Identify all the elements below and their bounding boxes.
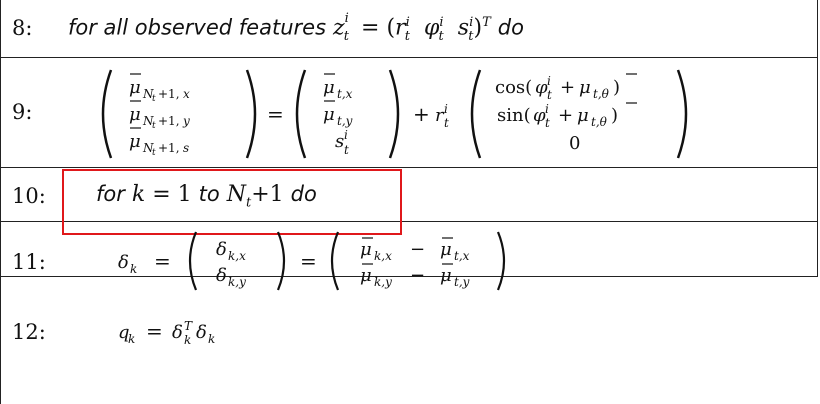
svg-text:μ: μ bbox=[360, 239, 372, 260]
svg-text:k,x: k,x bbox=[228, 249, 246, 263]
svg-text:μ: μ bbox=[577, 105, 589, 126]
svg-text:N: N bbox=[143, 114, 154, 128]
svg-text:δ: δ bbox=[216, 265, 227, 286]
line-10-keyword-do: do bbox=[290, 182, 317, 206]
svg-text:=: = bbox=[154, 249, 171, 273]
svg-text:+1,: +1, bbox=[158, 87, 180, 101]
paren-left-2 bbox=[297, 70, 305, 158]
svg-text:t,y: t,y bbox=[337, 114, 353, 128]
svg-text:δ: δ bbox=[216, 239, 227, 260]
left-border bbox=[0, 0, 1, 404]
line-number-10: 10: bbox=[12, 184, 46, 208]
svg-text:t,θ: t,θ bbox=[591, 115, 607, 129]
svg-text:φ: φ bbox=[533, 105, 546, 126]
svg-text:i: i bbox=[344, 128, 348, 142]
svg-text:sin(: sin( bbox=[497, 105, 531, 126]
svg-text:s: s bbox=[335, 131, 345, 152]
svg-text:+: + bbox=[413, 102, 430, 126]
svg-text:−: − bbox=[410, 239, 426, 260]
svg-text:k: k bbox=[130, 262, 138, 276]
paren-left-3 bbox=[472, 70, 480, 158]
svg-text:μ: μ bbox=[360, 265, 372, 286]
svg-text:δ: δ bbox=[118, 252, 129, 273]
svg-text:μ: μ bbox=[129, 77, 141, 98]
line-12-equation bbox=[118, 310, 278, 350]
line-number-12: 12: bbox=[12, 320, 46, 344]
svg-text:μ: μ bbox=[323, 104, 335, 125]
svg-text:δ: δ bbox=[172, 322, 183, 343]
svg-text:i: i bbox=[547, 74, 551, 88]
line-9-equation bbox=[95, 64, 695, 164]
svg-text:0: 0 bbox=[569, 133, 581, 154]
paren-right-2 bbox=[390, 70, 398, 158]
svg-text:i: i bbox=[545, 102, 549, 116]
svg-text:+: + bbox=[560, 77, 576, 98]
svg-text:μ: μ bbox=[323, 77, 335, 98]
svg-text:=: = bbox=[146, 319, 163, 343]
svg-text:t: t bbox=[547, 88, 552, 102]
paren-left-1 bbox=[103, 70, 111, 158]
svg-text:N: N bbox=[143, 141, 154, 155]
line-number-9: 9: bbox=[12, 100, 33, 124]
svg-text:t,θ: t,θ bbox=[593, 87, 609, 101]
svg-text:t: t bbox=[152, 121, 156, 131]
svg-text:t,x: t,x bbox=[337, 87, 353, 101]
svg-text:T: T bbox=[184, 319, 193, 333]
svg-text:N: N bbox=[143, 87, 154, 101]
svg-text:q: q bbox=[118, 322, 130, 343]
svg-text:+1,: +1, bbox=[158, 141, 180, 155]
svg-text:k: k bbox=[184, 333, 192, 347]
line-number-8: 8: bbox=[12, 16, 33, 40]
svg-text:): ) bbox=[613, 77, 621, 98]
line-8: for all observed features $z^i_t = (r^i_t$ $\varphi^i_t$ $s^i_t)^T$ do bbox=[68, 11, 524, 44]
line-10-keyword-for: for bbox=[96, 182, 125, 206]
svg-text:μ: μ bbox=[129, 131, 141, 152]
svg-text:t,x: t,x bbox=[454, 249, 470, 263]
svg-text:t: t bbox=[152, 148, 156, 158]
svg-text:=: = bbox=[300, 249, 317, 273]
svg-text:k,y: k,y bbox=[374, 275, 392, 289]
line-number-11: 11: bbox=[12, 250, 46, 274]
svg-text:δ: δ bbox=[196, 322, 207, 343]
line-8-do: do bbox=[497, 15, 524, 40]
svg-text:k: k bbox=[128, 332, 136, 346]
line-10-keyword-to: to bbox=[198, 182, 220, 206]
line-11-equation bbox=[118, 228, 538, 294]
svg-text:k,y: k,y bbox=[228, 275, 246, 289]
svg-text:r: r bbox=[435, 105, 444, 126]
svg-text:cos(: cos( bbox=[495, 77, 533, 98]
svg-text:+: + bbox=[558, 105, 574, 126]
svg-text:φ: φ bbox=[535, 77, 548, 98]
line-8-keyword: for all observed features bbox=[68, 15, 327, 40]
svg-text:t: t bbox=[444, 116, 449, 130]
svg-text:μ: μ bbox=[129, 104, 141, 125]
svg-text:s: s bbox=[183, 141, 190, 155]
svg-text:μ: μ bbox=[440, 265, 452, 286]
svg-text:−: − bbox=[410, 265, 426, 286]
svg-text:k,x: k,x bbox=[374, 249, 392, 263]
svg-text:=: = bbox=[267, 102, 284, 126]
svg-text:t: t bbox=[545, 116, 550, 130]
svg-text:+1,: +1, bbox=[158, 114, 180, 128]
svg-text:t: t bbox=[152, 94, 156, 104]
svg-text:x: x bbox=[183, 87, 190, 101]
svg-text:μ: μ bbox=[579, 77, 591, 98]
svg-text:i: i bbox=[444, 102, 448, 116]
svg-text:μ: μ bbox=[440, 239, 452, 260]
row-divider-9 bbox=[0, 167, 818, 168]
paren-right-1 bbox=[247, 70, 255, 158]
svg-text:): ) bbox=[611, 105, 619, 126]
row-divider-8 bbox=[0, 57, 818, 58]
svg-text:y: y bbox=[183, 114, 190, 128]
right-border bbox=[817, 0, 818, 277]
line-10: for k = 1 to $N_t+1$ do bbox=[96, 182, 317, 211]
svg-text:t: t bbox=[344, 143, 349, 157]
svg-text:k: k bbox=[208, 332, 216, 346]
paren-right-3 bbox=[678, 70, 686, 158]
svg-text:t,y: t,y bbox=[454, 275, 470, 289]
